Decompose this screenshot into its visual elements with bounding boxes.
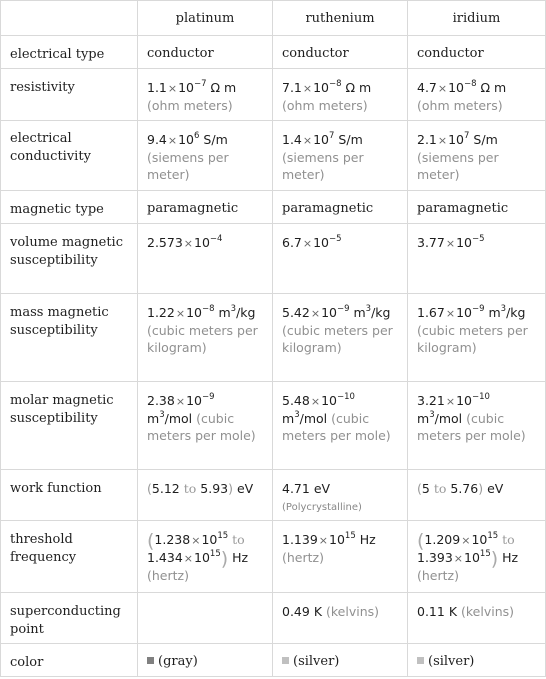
table-cell: paramagnetic [138,191,273,224]
row-label: volume magnetic susceptibility [1,224,138,294]
table-cell: $1.1\times 10^{-7}$ Ω m (ohm meters) [138,69,273,121]
row-label: molar magnetic susceptibility [1,382,138,470]
row-label: electrical conductivity [1,121,138,191]
table-cell [138,593,273,644]
table-cell: $3.21\times 10^{-10}$ $m^3$/mol (cubic meters per mole) [408,382,546,470]
table-cell: $1.139\times 10^{15}$ Hz (hertz) [273,521,408,593]
table-cell: (5.12 to 5.93) eV [138,470,273,521]
table-row [1,593,546,644]
table-cell: $2.38\times 10^{-9}$ $m^3$/mol (cubic meters per mole) [138,382,273,470]
table-cell: $1.4\times 10^7$ S/m (siemens per meter) [273,121,408,191]
row-label: superconducting point [1,593,138,644]
row-label: threshold frequency [1,521,138,593]
table-cell: (silver) [273,644,408,677]
table-row [1,294,546,382]
row-label: resistivity [1,69,138,121]
table-row [1,191,546,224]
table-row [1,121,546,191]
table-cell: $7.1\times 10^{-8}$ Ω m (ohm meters) [273,69,408,121]
table-cell: ($1.209\times 10^{15}$ to $1.393\times 10^{15}$) Hz (hertz) [408,521,546,593]
table-cell: 0.49 K (kelvins) [273,593,408,644]
table-row [1,470,546,521]
table-row [1,69,546,121]
column-header-iridium: iridium [408,1,546,36]
table-cell: $9.4\times 10^6$ S/m (siemens per meter) [138,121,273,191]
row-label: work function [1,470,138,521]
table-cell: $1.67\times 10^{-9}$ $m^3/kg$ (cubic meters per kilogram) [408,294,546,382]
table-cell: $2.1\times 10^7$ S/m (siemens per meter) [408,121,546,191]
table-cell: $5.48\times 10^{-10}$ $m^3$/mol (cubic meters per mole) [273,382,408,470]
row-label: magnetic type [1,191,138,224]
table-cell: (5 to 5.76) eV [408,470,546,521]
color-swatch [282,657,289,664]
table-cell: conductor [138,36,273,69]
table-cell: paramagnetic [273,191,408,224]
header-row [1,1,546,36]
column-header-ruthenium: ruthenium [273,1,408,36]
row-label: electrical type [1,36,138,69]
table-cell: $1.22\times 10^{-8}$ $m^3/kg$ (cubic meters per kilogram) [138,294,273,382]
table-cell: paramagnetic [408,191,546,224]
table-row [1,382,546,470]
column-header-platinum: platinum [138,1,273,36]
table-cell: conductor [273,36,408,69]
row-label: mass magnetic susceptibility [1,294,138,382]
table-cell: (gray) [138,644,273,677]
table-row [1,644,546,677]
table-row [1,224,546,294]
color-swatch [417,657,424,664]
table-cell: $6.7\times 10^{-5}$ [273,224,408,294]
table-row [1,36,546,69]
table-cell: (silver) [408,644,546,677]
table-cell: 4.71 eV (Polycrystalline) [273,470,408,521]
header-corner [1,1,138,36]
color-swatch [147,657,154,664]
table-cell: $5.42\times 10^{-9}$ $m^3/kg$ (cubic meters per kilogram) [273,294,408,382]
row-label: color [1,644,138,677]
table-cell: ($1.238\times 10^{15}$ to $1.434\times 10^{15}$) Hz (hertz) [138,521,273,593]
table-cell: 0.11 K (kelvins) [408,593,546,644]
table-row [1,521,546,593]
table-cell: conductor [408,36,546,69]
table-cell: $4.7\times 10^{-8}$ Ω m (ohm meters) [408,69,546,121]
table-cell: $2.573\times 10^{-4}$ [138,224,273,294]
table-cell: $3.77\times 10^{-5}$ [408,224,546,294]
